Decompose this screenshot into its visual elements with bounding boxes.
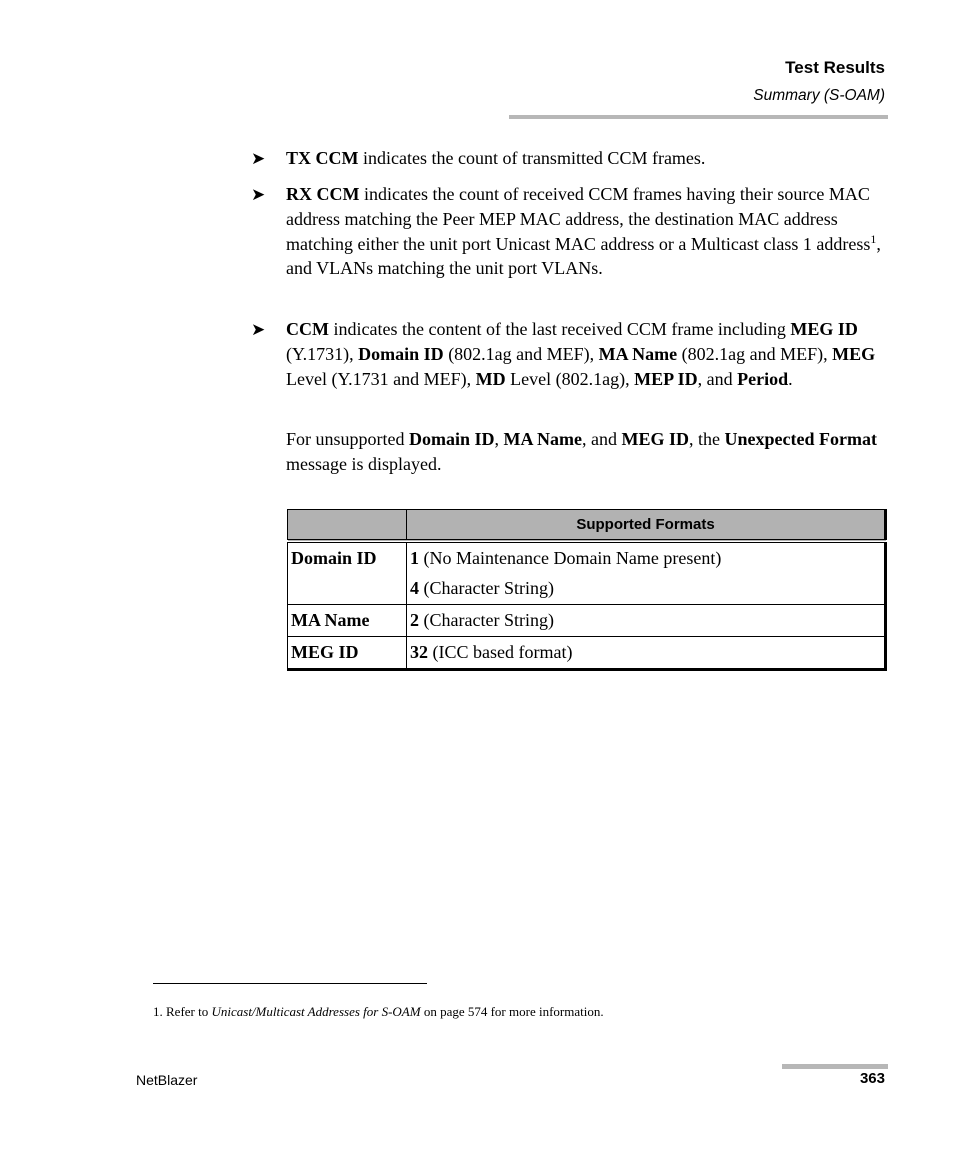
footnote	[153, 1004, 604, 1020]
note-text: For unsupported	[286, 429, 409, 449]
table-header-supported-formats: Supported Formats	[407, 510, 886, 542]
table-cell-formats	[407, 637, 886, 670]
format-desc: (Character String)	[419, 610, 554, 630]
term-domain-id: Domain ID	[358, 343, 444, 364]
format-desc: (Character String)	[419, 578, 554, 598]
note-text: , the	[689, 429, 725, 449]
format-entry	[410, 608, 881, 632]
bullet-arrow-icon: ➤	[251, 149, 266, 168]
table-row	[288, 637, 886, 670]
note-text: ,	[494, 429, 504, 449]
format-code: 4	[410, 578, 419, 598]
bullet-text: indicates the count of received CCM frames having their source MAC address matching the Peer MEP MAC address, the destination MAC address matching either the unit port Unicast MAC address or a Multicast class 1 address	[286, 184, 871, 254]
table-cell-formats	[407, 541, 886, 605]
table-cell-field: MEG ID	[288, 637, 407, 670]
footer-product-name: NetBlazer	[136, 1072, 198, 1088]
table-header-empty	[288, 510, 407, 542]
footnote-number: 1.	[153, 1004, 163, 1019]
bullet-text: , and	[697, 368, 738, 389]
term-meg: MEG	[832, 343, 876, 364]
bullet-text: indicates the content of the last received CCM frame including	[329, 319, 791, 339]
format-code: 32	[410, 642, 428, 662]
term-ma-name: MA Name	[598, 343, 678, 364]
table-cell-field: MA Name	[288, 605, 407, 637]
bullet-text: , and VLANs matching the unit port VLANs.	[286, 233, 881, 279]
bullet-text: Level (802.1ag),	[505, 368, 635, 389]
format-entry	[410, 640, 881, 664]
term-domain-id: Domain ID	[409, 429, 495, 449]
table-cell-field: Domain ID	[288, 541, 407, 605]
footnote-rule	[153, 983, 427, 984]
bullet-text: (802.1ag and MEF),	[443, 343, 599, 364]
format-code: 1	[410, 548, 419, 568]
page-number: 363	[859, 1070, 885, 1087]
section-title: Test Results	[785, 58, 885, 77]
bullet-rx-ccm	[286, 182, 886, 281]
footnote-text: on page 574 for more information.	[420, 1004, 604, 1019]
term-meg-id: MEG ID	[790, 319, 858, 339]
term-mep-id: MEP ID	[634, 368, 698, 389]
footnote-text: Refer to	[162, 1004, 212, 1019]
note-text: , and	[582, 429, 622, 449]
format-desc: (No Maintenance Domain Name present)	[419, 548, 722, 568]
term-md: MD	[475, 368, 506, 389]
footnote-reference-title: Unicast/Multicast Addresses for S-OAM	[211, 1004, 421, 1019]
term-rx-ccm: RX CCM	[286, 184, 360, 204]
header-rule	[509, 115, 888, 119]
footer-rule	[782, 1064, 888, 1069]
bullet-tx-ccm	[286, 146, 886, 171]
bullet-text: (802.1ag and MEF),	[677, 343, 833, 364]
footnote-ref: 1	[870, 231, 877, 246]
bullet-text: .	[788, 368, 793, 389]
term-ccm: CCM	[286, 319, 329, 339]
bullet-text: indicates the count of transmitted CCM frames.	[358, 148, 706, 168]
bullet-text: Level (Y.1731 and MEF),	[286, 368, 476, 389]
bullet-text: (Y.1731),	[286, 343, 359, 364]
format-entry	[410, 546, 881, 570]
term-meg-id: MEG ID	[621, 429, 689, 449]
bullet-arrow-icon: ➤	[251, 185, 266, 204]
note-text: message is displayed.	[286, 453, 442, 474]
term-ma-name: MA Name	[503, 429, 582, 449]
format-desc: (ICC based format)	[428, 642, 573, 662]
table-row	[288, 605, 886, 637]
supported-formats-table	[287, 509, 887, 671]
table-header-row	[288, 510, 886, 542]
bullet-arrow-icon: ➤	[251, 320, 266, 339]
unsupported-note	[286, 427, 886, 477]
bullet-ccm	[286, 317, 886, 391]
table-cell-formats	[407, 605, 886, 637]
term-tx-ccm: TX CCM	[286, 148, 359, 168]
format-entry	[410, 576, 881, 600]
section-subtitle: Summary (S-OAM)	[753, 87, 885, 104]
table-row	[288, 541, 886, 605]
format-code: 2	[410, 610, 419, 630]
term-unexpected-format: Unexpected Format	[724, 429, 877, 449]
term-period: Period	[737, 368, 789, 389]
